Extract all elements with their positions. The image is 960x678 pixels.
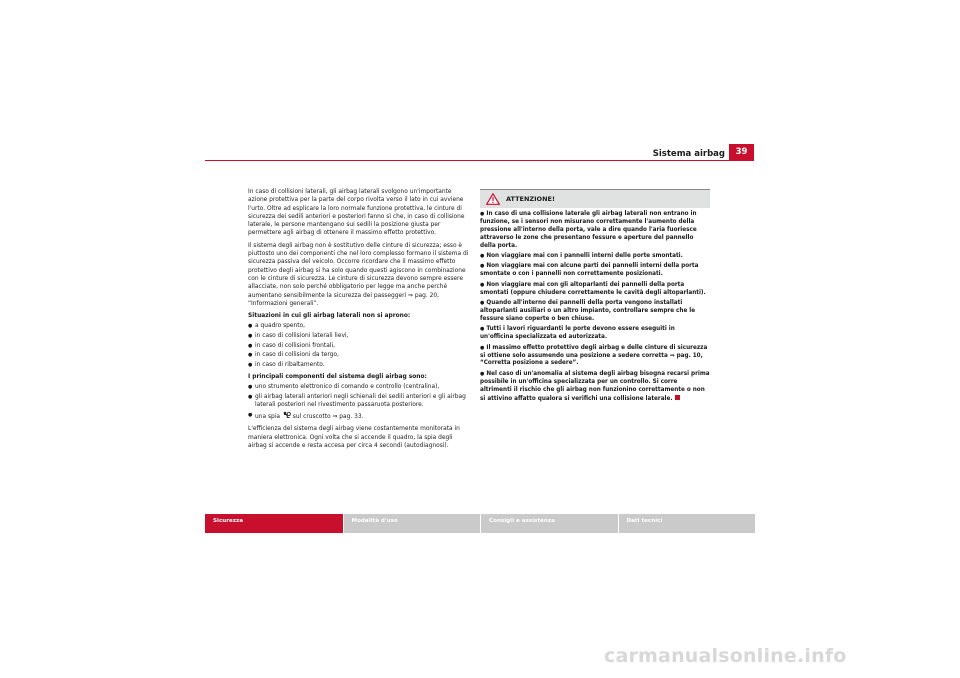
- end-of-section-icon: [675, 395, 680, 400]
- warning-box: [480, 189, 710, 411]
- bullet-icon: ●: [480, 263, 485, 270]
- airbag-warning-light-icon: [282, 411, 291, 419]
- bullet-icon: ●: [480, 253, 485, 260]
- warning-item: ● Tutti i lavori riguardanti le porte devono essere eseguiti in un'officina specializzata ed autorizzata.: [480, 326, 675, 341]
- tab-sicurezza[interactable]: Sicurezza: [205, 514, 343, 533]
- paragraph: L'efficienza del sistema degli airbag viene costantemente monitorata in maniera elettronica. Ogni volta che si accende il quadro, la spia degli airbag si accende e resta accesa per circa 4 secondi (autodiagnosi).: [248, 426, 460, 450]
- paragraph: Il sistema degli airbag non è sostitutivo delle cinture di sicurezza; esso è piuttosto uno dei componenti che nel loro complesso formano il sistema di sicurezza passiva del veicolo. Occorre ricordare che il massimo effetto protettivo degli airbag si ha solo quando questi agiscono in combinazione con le cinture di sicurezza. Le cinture di sicurezza devono sempre essere allacciate, non solo perché obbligatorio per legge ma anche perché aumentano sensibilmente la sicurezza dei passeggeri ⇒ pag. 20, “Informazioni generali”.: [248, 242, 469, 307]
- page-title: Sistema airbag: [652, 149, 725, 159]
- header-rule: [205, 160, 754, 161]
- list-item-text: sul cruscotto ⇒ pag. 33.: [292, 414, 364, 421]
- list-item-text: una spia: [255, 414, 281, 421]
- list-item: ● in caso di ribaltamento.: [248, 361, 471, 369]
- footer-nav: [205, 514, 755, 533]
- warning-item: ● In caso di una collisione laterale gli airbag laterali non entrano in funzione, se i sensori non misurano correttamente l'aumento della pressione all'interno della porta, vale a dire quando l'aria fuoriesce attraverso le zone che presentano fessure e aperture del pannello della porta.: [480, 211, 697, 249]
- subheading: I principali componenti del sistema degli airbag sono:: [248, 374, 427, 381]
- watermark: carmanualsonline.info: [604, 645, 847, 667]
- list-item: ● uno strumento elettronico di comando e controllo (centralina),: [248, 383, 471, 391]
- bullet-icon: ●: [480, 300, 485, 307]
- warning-title: ATTENZIONE!: [506, 195, 555, 203]
- warning-item: ● Nel caso di un'anomalia al sistema degli airbag bisogna recarsi prima possibile in un'officina specializzata per un controllo. Si corre altrimenti il rischio che gli airbag non funzionino correttamente o non si attivino affatto qualora si verifichi una collisione laterale.: [480, 370, 710, 402]
- warning-item: ● Non viaggiare mai con gli altoparlanti dei pannelli della porta smontati (oppure chiudere correttamente le cavità degli altoparlanti).: [480, 281, 706, 296]
- bullet-icon: ●: [480, 211, 485, 217]
- bullet-list: [248, 383, 471, 421]
- warning-item: ● Quando all'interno dei pannelli della porta vengono installati altoparlanti ausiliari o un altro impianto, controllare sempre che le fessure siano coperte o ben chiuse.: [480, 300, 696, 322]
- warning-header: [480, 189, 710, 208]
- list-item: ● in caso di collisioni da tergo,: [248, 351, 471, 359]
- warning-item: ● Il massimo effetto protettivo degli airbag e delle cinture di sicurezza si ottiene solo assumendo una posizione a sedere corretta ⇒ pag. 10, “Corretta posizione a sedere”.: [480, 344, 708, 367]
- main-text-column: [248, 188, 471, 454]
- tab-dati-tecnici[interactable]: Dati tecnici: [618, 514, 756, 533]
- warning-item: ● Non viaggiare mai con i pannelli interni delle porte smontati.: [480, 253, 683, 260]
- warning-body: [480, 208, 710, 403]
- tab-consigli-e-assistenza[interactable]: Consigli e assistenza: [480, 514, 618, 533]
- list-item: ● gli airbag laterali anteriori negli schienali dei sedili anteriori e gli airbag laterali posteriori nel rivestimento passaruota posteriore.: [248, 393, 471, 410]
- paragraph: In caso di collisioni laterali, gli airbag laterali svolgono un'importante azione protettiva per la parte del corpo rivolta verso il lato in cui avviene l'urto. Oltre ad esplicare la loro normale funzione protettiva, le cinture di sicurezza dei sedili anteriori e posteriori fanno sì che, in caso di collisione laterale, le persone mantengano sui sedili la posizione giusta per permettere agli airbag di ottenere il massimo effetto protettivo.: [248, 189, 465, 237]
- warning-item: ● Non viaggiare mai con alcune parti dei pannelli interni della porta smontate o con i pannelli non correttamente posizionati.: [480, 263, 699, 278]
- bullet-icon: ●: [480, 344, 485, 351]
- subheading: Situazioni in cui gli airbag laterali non si aprono:: [248, 313, 411, 320]
- bullet-icon: ●: [480, 370, 485, 377]
- list-item: ● in caso di collisioni laterali lievi,: [248, 332, 471, 340]
- list-item: ● in caso di collisioni frontali,: [248, 342, 471, 350]
- list-item: ● a quadro spento,: [248, 322, 471, 330]
- bullet-icon: ●: [480, 281, 485, 288]
- tab-modalita-duso[interactable]: Modalità d'uso: [343, 514, 481, 533]
- page-number: 39: [729, 144, 754, 161]
- bullet-list: [248, 322, 471, 369]
- bullet-icon: ●: [480, 326, 485, 333]
- list-item: [248, 411, 471, 421]
- warning-triangle-icon: [480, 193, 506, 205]
